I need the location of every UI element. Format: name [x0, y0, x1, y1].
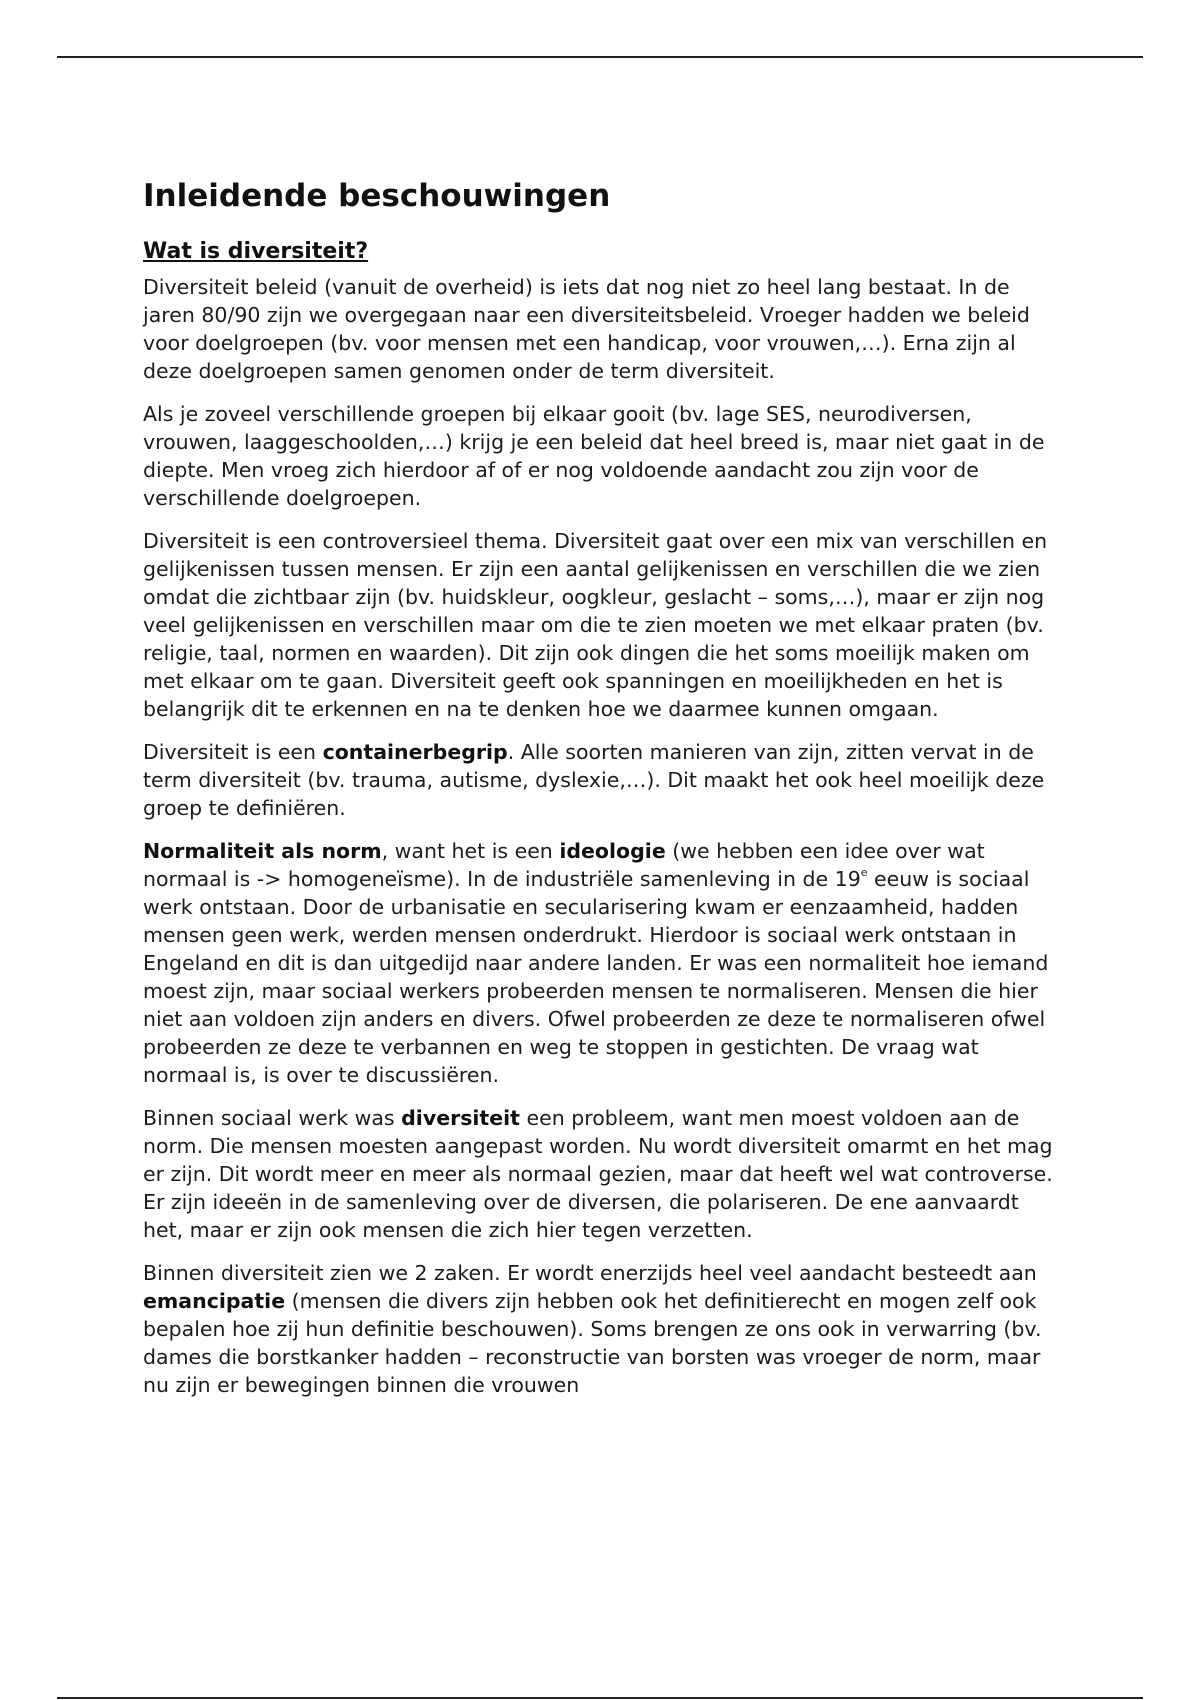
- bold-term-emancipatie: emancipatie: [143, 1289, 286, 1313]
- header-rule: [57, 56, 1143, 58]
- text-run: eeuw is sociaal werk ontstaan. Door de urbanisatie en secularisering kwam er eenzaamheid, hadden mensen geen werk, werden mensen onderdrukt. Hierdoor is sociaal werk ontstaan in Engeland en dit is dan uitgedijd naar andere landen. Er was een normaliteit hoe iemand moest zijn, maar sociaal werkers probeerden mensen te normaliseren. Mensen die hier niet aan voldoen zijn anders en divers. Ofwel probeerden ze deze te normaliseren ofwel probeerden ze deze te verbannen en weg te stoppen in gestichten. De vraag wat normaal is, is over te discussiëren.: [143, 867, 1049, 1087]
- document-body: [143, 176, 1063, 1414]
- paragraph-1: Diversiteit beleid (vanuit de overheid) is iets dat nog niet zo heel lang bestaat. In de jaren 80/90 zijn we overgegaan naar een diversiteitsbeleid. Vroeger hadden we beleid voor doelgroepen (bv. voor mensen met een handicap, voor vrouwen,…). Erna zijn al deze doelgroepen samen genomen onder de term diversiteit.: [143, 275, 1030, 383]
- text-run: Diversiteit is een: [143, 740, 323, 764]
- text-run: , want het is een: [381, 839, 560, 863]
- paragraph-5: [143, 837, 1063, 1089]
- text-run: een probleem, want men moest voldoen aan de norm. Die mensen moesten aangepast worden. Nu wordt diversiteit omarmt en het mag er zijn. Dit wordt meer en meer als normaal gezien, maar dat heeft wel wat controverse. Er zijn ideeën in de samenleving over de diversen, die polariseren. De ene aanvaardt het, maar er zijn ook mensen die zich hier tegen verzetten.: [143, 1106, 1053, 1242]
- bold-term-ideologie: ideologie: [559, 839, 666, 863]
- paragraph-6: [143, 1104, 1063, 1244]
- bold-term-normaliteit: Normaliteit als norm: [143, 839, 382, 863]
- footer-rule: [57, 1697, 1143, 1699]
- superscript: e: [860, 866, 868, 879]
- section-heading: Wat is diversiteit?: [143, 239, 369, 264]
- page-title: Inleidende beschouwingen: [143, 178, 611, 214]
- paragraph-4: [143, 738, 1063, 822]
- bold-term-containerbegrip: containerbegrip: [322, 740, 508, 764]
- paragraph-7: [143, 1259, 1063, 1399]
- bold-term-diversiteit: diversiteit: [401, 1106, 520, 1130]
- text-run: (we hebben een idee over wat normaal is -> homogeneïsme). In de industriële samenleving in de 19: [143, 839, 985, 891]
- text-run: Binnen sociaal werk was: [143, 1106, 402, 1130]
- paragraph-3: Diversiteit is een controversieel thema. Diversiteit gaat over een mix van verschillen en gelijkenissen tussen mensen. Er zijn een aantal gelijkenissen en verschillen die we zien omdat die zichtbaar zijn (bv. huidskleur, oogkleur, geslacht – soms,…), maar er zijn nog veel gelijkenissen en verschillen maar om die te zien moeten we met elkaar praten (bv. religie, taal, normen en waarden). Dit zijn ook dingen die het soms moeilijk maken om met elkaar om te gaan. Diversiteit geeft ook spanningen en moeilijkheden en het is belangrijk dit te erkennen en na te denken hoe we daarmee kunnen omgaan.: [143, 529, 1048, 721]
- text-run: . Alle soorten manieren van zijn, zitten vervat in de term diversiteit (bv. trauma, autisme, dyslexie,…). Dit maakt het ook heel moeilijk deze groep te definiëren.: [143, 740, 1045, 820]
- text-run: (mensen die divers zijn hebben ook het definitierecht en mogen zelf ook bepalen hoe zij hun definitie beschouwen). Soms brengen ze ons ook in verwarring (bv. dames die borstkanker hadden – reconstructie van borsten was vroeger de norm, maar nu zijn er bewegingen binnen die vrouwen: [143, 1289, 1042, 1397]
- text-run: Binnen diversiteit zien we 2 zaken. Er wordt enerzijds heel veel aandacht besteedt aan: [143, 1261, 1037, 1285]
- paragraph-2: Als je zoveel verschillende groepen bij elkaar gooit (bv. lage SES, neurodiversen, vrouwen, laaggeschoolden,…) krijg je een beleid dat heel breed is, maar niet gaat in de diepte. Men vroeg zich hierdoor af of er nog voldoende aandacht zou zijn voor de verschillende doelgroepen.: [143, 402, 1045, 510]
